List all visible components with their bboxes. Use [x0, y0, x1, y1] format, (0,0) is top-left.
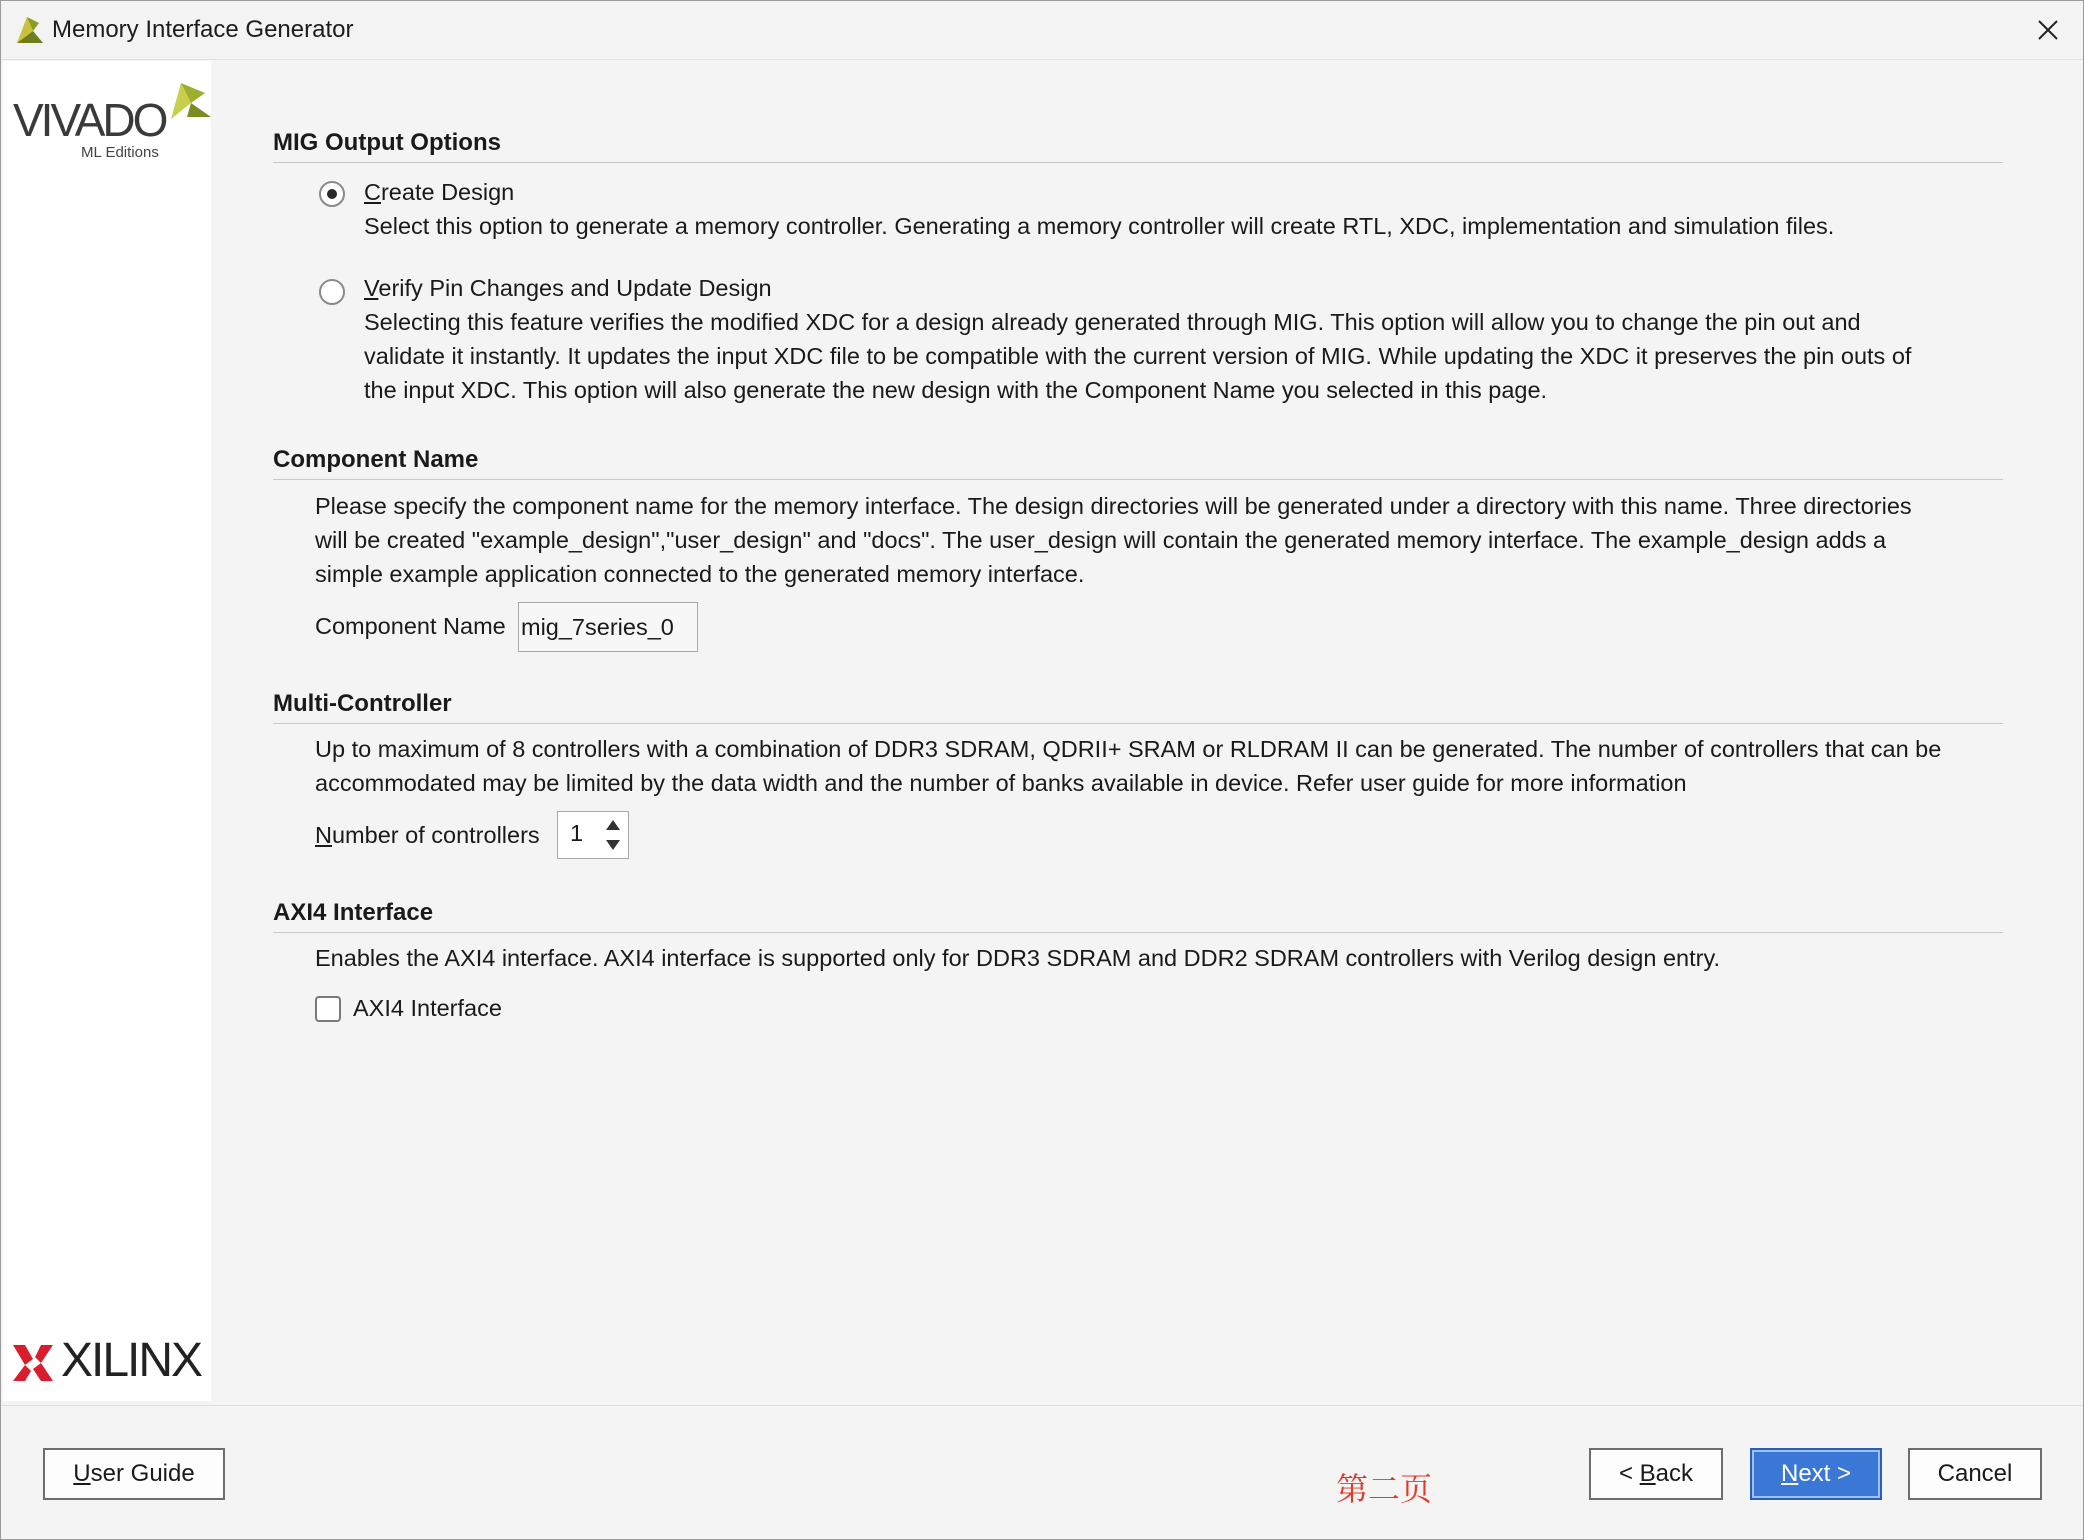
xilinx-x-icon	[11, 1341, 55, 1389]
axi4-interface-checkbox[interactable]	[315, 996, 341, 1022]
section-divider	[273, 479, 2003, 480]
vivado-logo-text: VIVADO	[13, 94, 166, 146]
spinner-value: 1	[570, 820, 584, 846]
multi-controller-description-line: accommodated may be limited by the data width and the number of banks available in device. Refer user guide for more information	[315, 770, 1687, 796]
multi-controller-description-line: Up to maximum of 8 controllers with a combination of DDR3 SDRAM, QDRII+ SRAM or RLDRAM II can be generated. The number of controllers that can be	[315, 736, 1942, 762]
component-description-line: Please specify the component name for the memory interface. The design directories will be generated under a directory with this name. Three directories	[315, 493, 1912, 519]
verify-pin-changes-label[interactable]: Verify Pin Changes and Update Design	[364, 275, 772, 301]
section-title-axi4-interface: AXI4 Interface	[273, 899, 434, 926]
vivado-logo	[11, 71, 211, 161]
number-of-controllers-spinner[interactable]	[557, 811, 629, 859]
axi4-description: Enables the AXI4 interface. AXI4 interface is supported only for DDR3 SDRAM and DDR2 SDRAM controllers with Verilog design entry.	[315, 945, 1720, 971]
vivado-logo-subtitle: ML Editions	[81, 144, 159, 161]
xilinx-logo-text: XILINX	[61, 1334, 202, 1387]
component-name-input[interactable]: mig_7series_0	[518, 602, 698, 652]
button-bar	[1, 1405, 2083, 1540]
user-guide-button[interactable]: U ser Guide	[43, 1448, 225, 1500]
vivado-app-icon	[13, 13, 47, 47]
section-title-multi-controller: Multi-Controller	[273, 690, 452, 717]
next-button[interactable]: N ext >	[1750, 1448, 1882, 1500]
section-divider	[273, 723, 2003, 724]
create-design-description: Select this option to generate a memory controller. Generating a memory controller will create RTL, XDC, implementation and simulation files.	[364, 213, 1835, 239]
spinner-up-icon[interactable]	[604, 816, 622, 834]
number-of-controllers-label: Number of controllers	[315, 822, 540, 848]
cancel-button[interactable]: Cancel	[1908, 1448, 2042, 1500]
section-title-output-options: MIG Output Options	[273, 129, 501, 156]
component-description-line: will be created "example_design","user_design" and "docs". The user_design will contain the generated memory interface. The example_design adds a	[315, 527, 1887, 553]
section-divider	[273, 932, 2003, 933]
close-icon	[2037, 19, 2059, 41]
back-button[interactable]: < B ack	[1589, 1448, 1723, 1500]
window-title: Memory Interface Generator	[52, 16, 354, 43]
spinner-down-icon[interactable]	[604, 836, 622, 854]
axi4-interface-checkbox-label[interactable]: AXI4 Interface	[353, 995, 502, 1021]
radio-selected-dot	[327, 189, 337, 199]
verify-description-line: validate it instantly. It updates the input XDC file to be compatible with the current version of MIG. While updating the XDC it preserves the pin outs of	[364, 343, 1912, 369]
sidebar	[3, 61, 211, 1401]
section-divider	[273, 162, 2003, 163]
title-bar	[1, 1, 2083, 60]
verify-description-line: the input XDC. This option will also generate the new design with the Component Name you selected in this page.	[364, 377, 1548, 403]
vivado-leaf-icon	[165, 79, 215, 121]
component-name-label: Component Name	[315, 613, 506, 639]
create-design-label[interactable]: Create Design	[364, 179, 515, 205]
verify-description-line: Selecting this feature verifies the modified XDC for a design already generated through MIG. This option will allow you to change the pin out and	[364, 309, 1861, 335]
verify-pin-changes-radio[interactable]	[319, 279, 345, 305]
xilinx-logo	[11, 1333, 211, 1387]
close-button[interactable]	[2013, 1, 2083, 59]
create-design-radio[interactable]	[319, 181, 345, 207]
page-annotation-label: 第二页	[1336, 1470, 1433, 1508]
section-title-component-name: Component Name	[273, 446, 479, 473]
component-description-line: simple example application connected to the generated memory interface.	[315, 561, 1085, 587]
